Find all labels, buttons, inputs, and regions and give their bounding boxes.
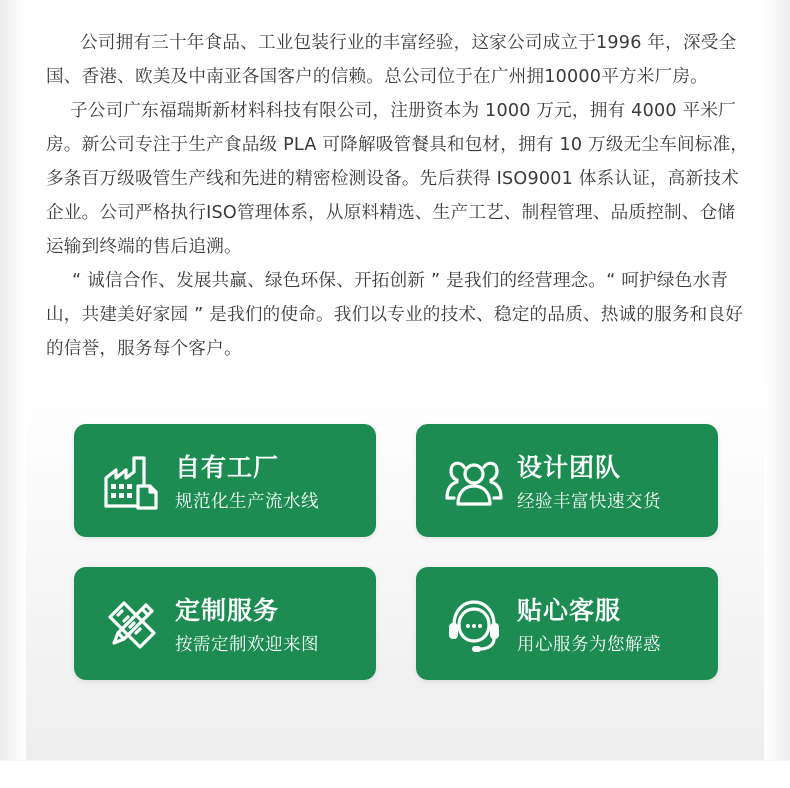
intro-paragraph: 公司拥有三十年食品、工业包装行业的丰富经验，这家公司成立于1996 年，深受全国、香港、欧美及中南亚各国客户的信赖。总公司位于在广州拥10000平方米厂房。 [46,33,737,87]
intro-paragraph: “ 诚信合作、发展共赢、绿色环保、开拓创新 ” 是我们的经营理念。“ 呵护绿色水青山，共建美好家园 ” 是我们的使命。我们以专业的技术、稳定的品质、热诚的服务和良好的信誉，服务每个客户。 [46,271,744,359]
feature-title: 自有工厂 [175,453,280,482]
feature-subtitle: 规范化生产流水线 [175,492,319,512]
feature-subtitle: 按需定制欢迎来图 [175,635,319,655]
feature-title: 定制服务 [175,596,280,625]
factory-icon [102,452,162,512]
feature-card-customer-service [416,567,718,680]
feature-title: 贴心客服 [517,596,622,625]
intro-paragraph: 子公司广东福瑞斯新材料科技有限公司，注册资本为 1000 万元，拥有 4000 平米厂房。新公司专注于生产食品级 PLA 可降解吸管餐具和包材，拥有 10 万级无尘车间标准，多条百万级吸管生产线和先进的精密检测设备。先后获得 ISO9001 体系认证，高新技术企业。公司严格执行ISO管理体系，从原料精选、生产工艺、制程管理、品质控制、仓储运输到终端的售后追溯。 [46,101,749,257]
company-introduction [46,26,750,366]
right-shadow [764,0,790,760]
feature-card-design-team [416,424,718,537]
feature-subtitle: 用心服务为您解惑 [517,635,661,655]
feature-subtitle: 经验丰富快速交货 [517,492,661,512]
feature-card-custom-service [74,567,376,680]
feature-card-own-factory [74,424,376,537]
design-tools-icon [102,595,162,655]
team-icon [444,452,504,512]
headset-icon [444,595,504,655]
feature-title: 设计团队 [517,453,622,482]
left-shadow [0,0,26,760]
